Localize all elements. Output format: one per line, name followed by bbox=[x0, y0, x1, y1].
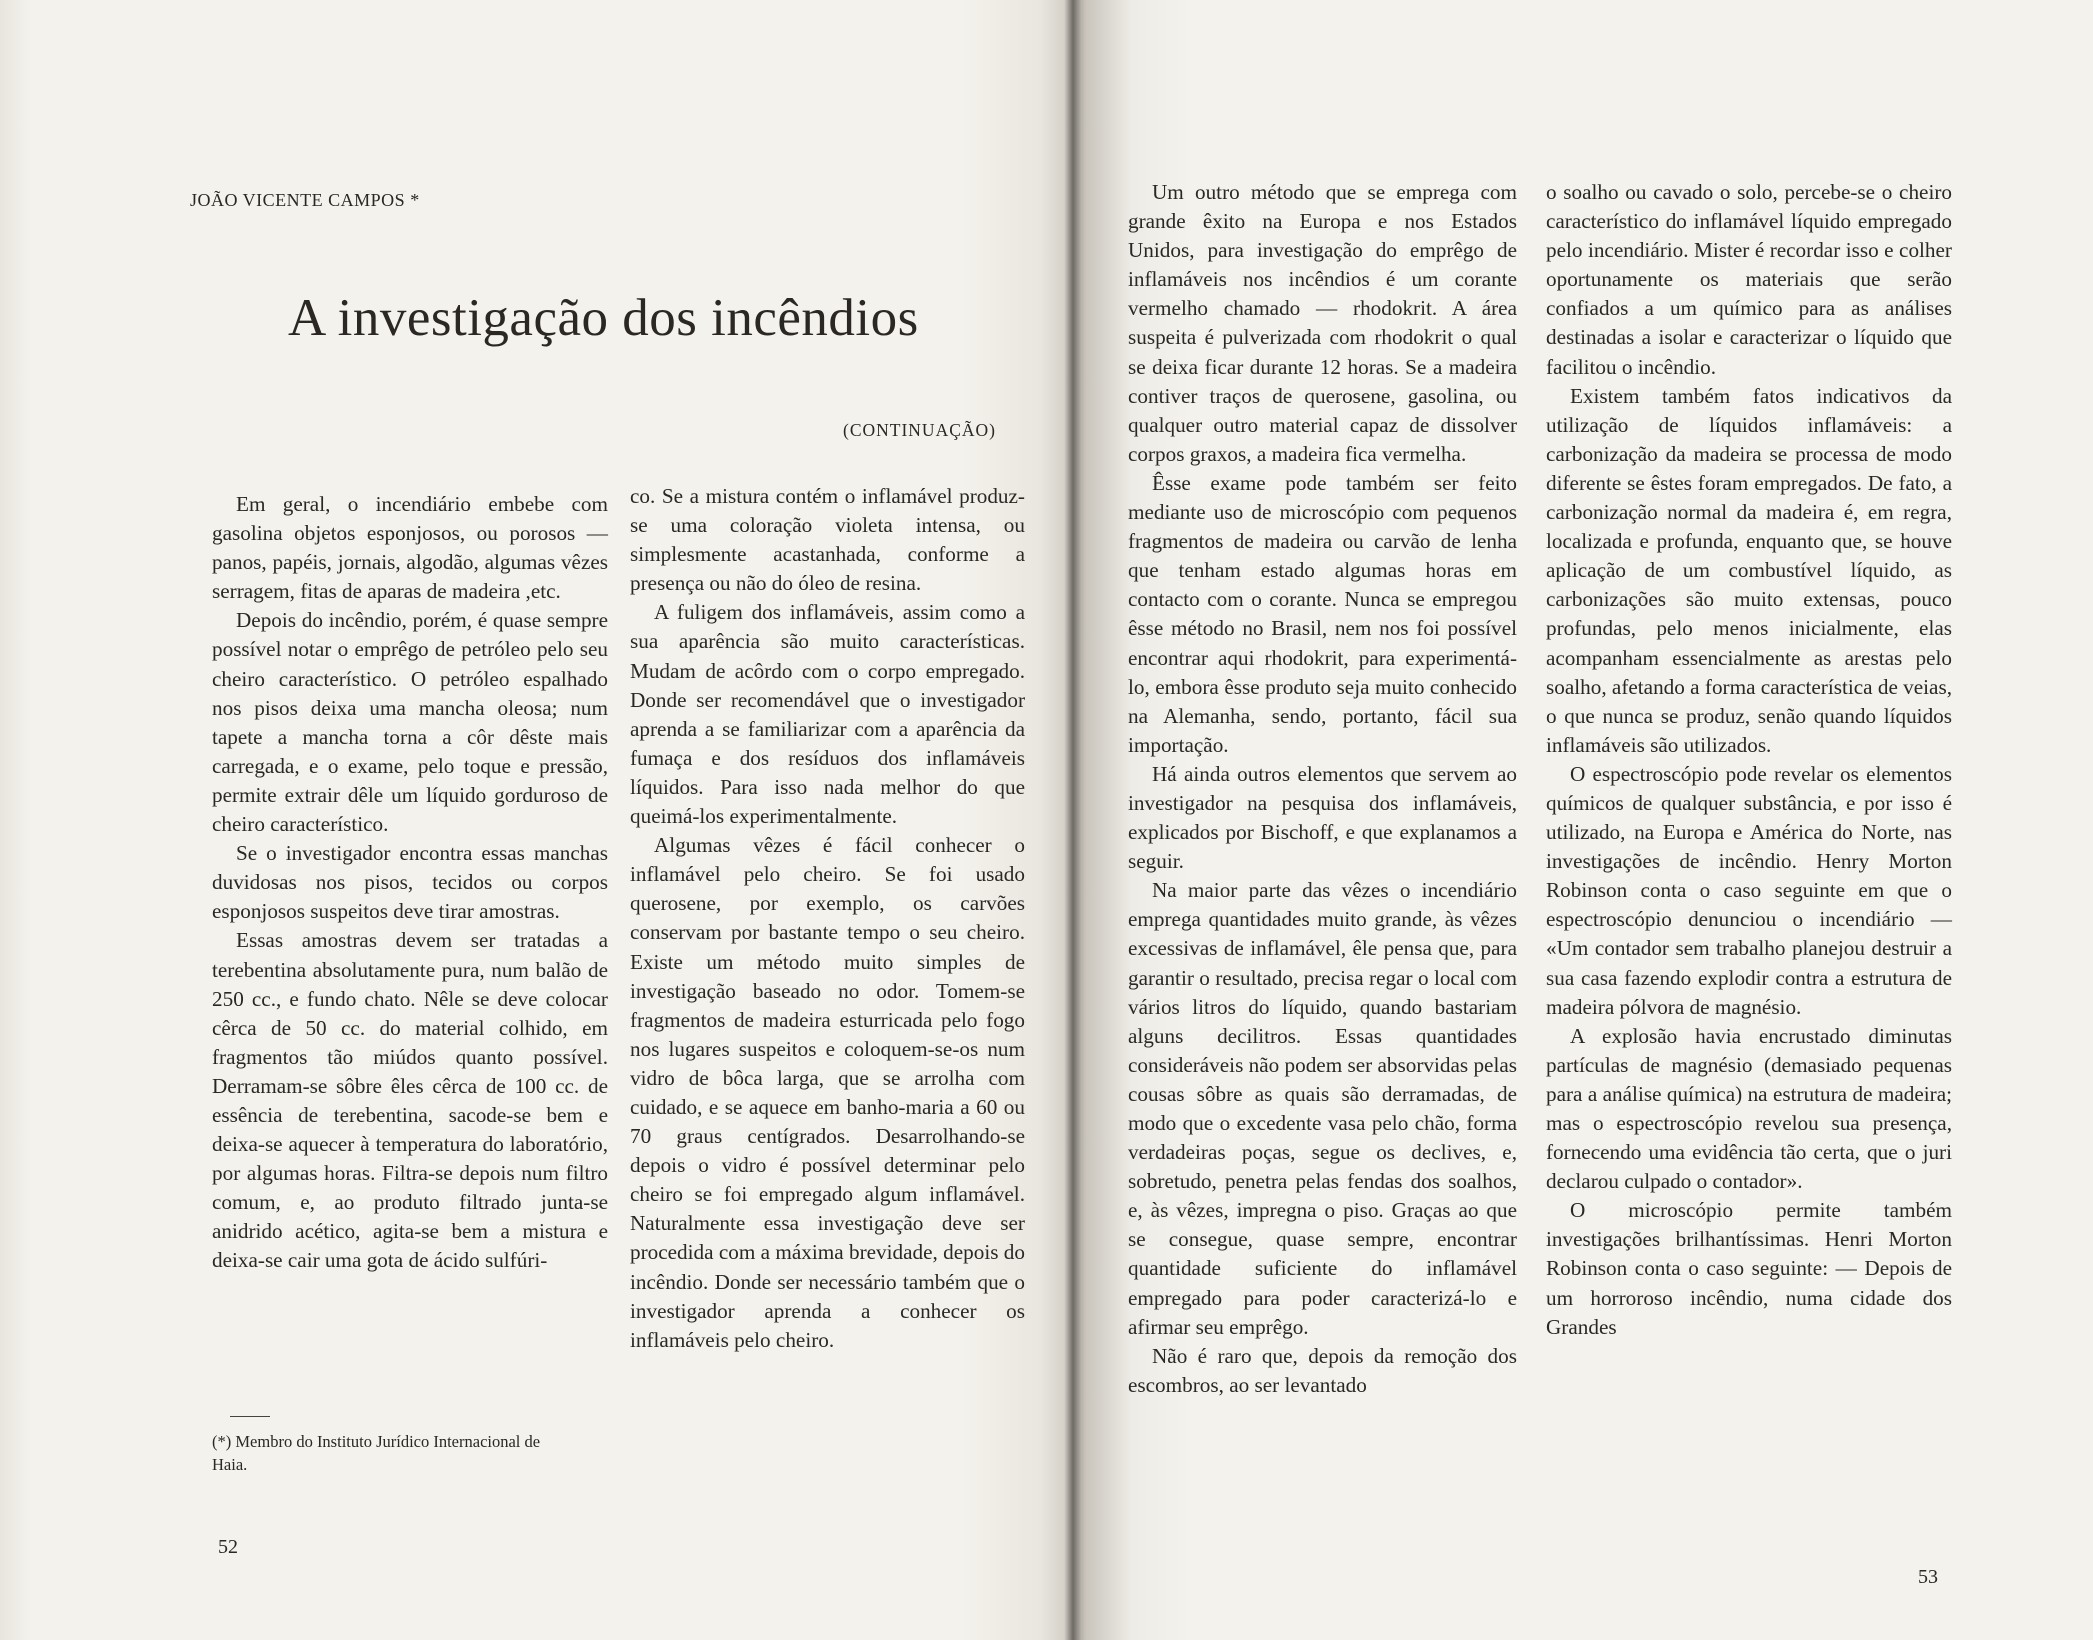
paragraph: Há ainda outros elementos que servem ao investigador na pesquisa dos inflamáveis, explicados por Bischoff, e que explanamos a seguir. bbox=[1128, 761, 1517, 874]
paragraph: A fuligem dos inflamáveis, assim como a sua aparência são muito características. Mudam de acôrdo com o corpo empregado. Donde ser recomendável que o investigador aprenda a se familiarizar com a aparência da fumaça e dos resíduos dos inflamáveis líquidos. Para isso nada melhor do que queimá-los experimentalmente. bbox=[630, 600, 1025, 829]
paragraph: Se o investigador encontra essas manchas duvidosas nos pisos, tecidos ou corpos esponjosos suspeitos deve tirar amostras. bbox=[212, 841, 608, 924]
paragraph: o soalho ou cavado o solo, percebe-se o cheiro característico do inflamável líquido empregado pelo incendiário. Mister é recordar isso e colher oportunamente os materiais que serão confiados a um químico para as análises destinadas a isolar e caracterizar o líquido que facilitou o incêndio. bbox=[1546, 180, 1952, 379]
paragraph: Na maior parte das vêzes o incendiário emprega quantidades muito grande, às vêzes excessivas de inflamável, êle pensa que, para garantir o resultado, precisa regar o local com vários litros do líquido, quando bastariam alguns decilitros. Essas quantidades consideráveis não podem ser absorvidas pelas cousas sôbre as quais são derramadas, de modo que o excedente vasa pelo chão, forma verdadeiras poças, segue os declives, e, sobretudo, penetra pelas fendas dos soalhos, e, às vêzes, impregna o piso. Graças ao que se consegue, quase sempre, encontrar quantidade suficiente do inflamável empregado para poder caracterizá-lo e afirmar seu emprêgo. bbox=[1128, 878, 1517, 1339]
paragraph: co. Se a mistura contém o inflamável produz-se uma coloração violeta intensa, ou simplesmente acastanhada, conforme a presença ou não do óleo de resina. bbox=[630, 484, 1025, 596]
paragraph: Existem também fatos indicativos da utilização de líquidos inflamáveis: a carbonização da madeira se processa de modo diferente se êstes foram empregados. De fato, a carbonização normal da madeira é, em regra, localizada e profunda, enquanto que, se houve aplicação de um combustível líquido, as carbonizações são muito extensas, pouco profundas, pelo menos inicialmente, elas acompanham essencialmente as arestas pelo soalho, afetando a forma característica de veias, o que nunca se produz, senão quando líquidos inflamáveis são utilizados. bbox=[1546, 383, 1952, 757]
paragraph: Um outro método que se emprega com grande êxito na Europa e nos Estados Unidos, para investigação do emprêgo de inflamáveis nos incêndios é um corante vermelho chamado — rhodokrit. A área suspeita é pulverizada com rhodokrit o qual se deixa ficar durante 12 horas. Se a madeira contiver traços de querosene, gasolina, ou qualquer outro material capaz de dissolver corpos graxos, a madeira fica vermelha. bbox=[1128, 180, 1517, 466]
paragraph: O microscópio permite também investigações brilhantíssimas. Henri Morton Robinson conta o caso seguinte: — Depois de um horroroso incêndio, numa cidade dos Grandes bbox=[1546, 1198, 1952, 1339]
continuation-label: (CONTINUAÇÃO) bbox=[843, 420, 996, 440]
article-title: A investigação dos incêndios bbox=[288, 289, 919, 347]
paragraph: Algumas vêzes é fácil conhecer o inflamável pelo cheiro. Se foi usado querosene, por exemplo, os carvões conservam por bastante tempo o seu cheiro. Existe um método muito simples de investigação baseado no odor. Tomem-se fragmentos de madeira esturricada pelo fogo nos lugares suspeitos e coloquem-se-os num vidro de bôca larga, que se arrolha com cuidado, e se aquece em banho-maria a 60 ou 70 graus centígrados. Desarrolhando-se depois o vidro é possível determinar pelo cheiro se foi empregado algum inflamável. Naturalmente essa investigação deve ser procedida com a máxima brevidade, depois do incêndio. Donde ser necessário também que o investigador aprenda a conhecer os inflamáveis pelo cheiro. bbox=[630, 833, 1025, 1352]
right-column-2 bbox=[1546, 178, 1952, 1342]
page-number-left: 52 bbox=[218, 1536, 238, 1558]
paragraph: Essas amostras devem ser tratadas a terebentina absolutamente pura, num balão de 250 cc., e fundo chato. Nêle se deve colocar cêrca de 50 cc. do material colhido, em fragmentos tão miúdos quanto possível. Derramam-se sôbre êles cêrca de 100 cc. de essência de terebentina, sacode-se bem e deixa-se aquecer à temperatura do laboratório, por algumas horas. Filtra-se depois num filtro comum, e, ao produto filtrado junta-se anidrido acético, agita-se bem a mistura e deixa-se cair uma gota de ácido sulfúri- bbox=[212, 928, 608, 1273]
paragraph: O espectroscópio pode revelar os elementos químicos de qualquer substância, e por isso é utilizado, na Europa e América do Norte, nas investigações de incêndio. Henry Morton Robinson conta o caso seguinte em que o espectroscópio denunciou o incendiário — «Um contador sem trabalho planejou destruir a sua casa fazendo explodir contra a estrutura de madeira pólvora de magnésio. bbox=[1546, 761, 1952, 1019]
paragraph: Em geral, o incendiário embebe com gasolina objetos esponjosos, ou porosos — panos, papéis, jornais, algodão, algumas vêzes serragem, fitas de aparas de madeira ,etc. bbox=[212, 492, 608, 604]
footnote: (*) Membro do Instituto Jurídico Internacional de Haia. bbox=[212, 1432, 541, 1474]
footnote-rule bbox=[230, 1416, 270, 1417]
paragraph: Depois do incêndio, porém, é quase sempre possível notar o emprêgo de petróleo pelo seu cheiro característico. O petróleo espalhado nos pisos deixa uma mancha oleosa; num tapete a mancha torna a côr dêste mais carregada, e o exame, pelo toque e pressão, permite extrair dêle um líquido gorduroso de cheiro característico. bbox=[212, 608, 608, 837]
left-column-2 bbox=[630, 482, 1025, 1355]
paragraph: Êsse exame pode também ser feito mediante uso de microscópio com pequenos fragmentos de madeira ou carvão de lenha que tenham estado algumas horas em contacto com o corante. Nunca se empregou êsse método no Brasil, nem nos foi possível encontrar aqui rhodokrit, para experimentá-lo, embora êsse produto seja muito conhecido na Alemanha, sendo, portanto, fácil sua importação. bbox=[1128, 470, 1517, 757]
right-column-1 bbox=[1128, 178, 1517, 1400]
left-column-1 bbox=[212, 490, 608, 1276]
author-name: JOÃO VICENTE CAMPOS * bbox=[190, 190, 420, 210]
paragraph: Não é raro que, depois da remoção dos escombros, ao ser levantado bbox=[1128, 1343, 1517, 1397]
paragraph: A explosão havia encrustado diminutas partículas de magnésio (demasiado pequenas para a análise química) na estrutura de madeira; mas o espectroscópio revelou sua presença, fornecendo uma evidência tão certa, que o juri declarou culpado o contador». bbox=[1546, 1023, 1952, 1194]
book-gutter bbox=[1064, 0, 1082, 1640]
page-number-right: 53 bbox=[1918, 1566, 1938, 1588]
